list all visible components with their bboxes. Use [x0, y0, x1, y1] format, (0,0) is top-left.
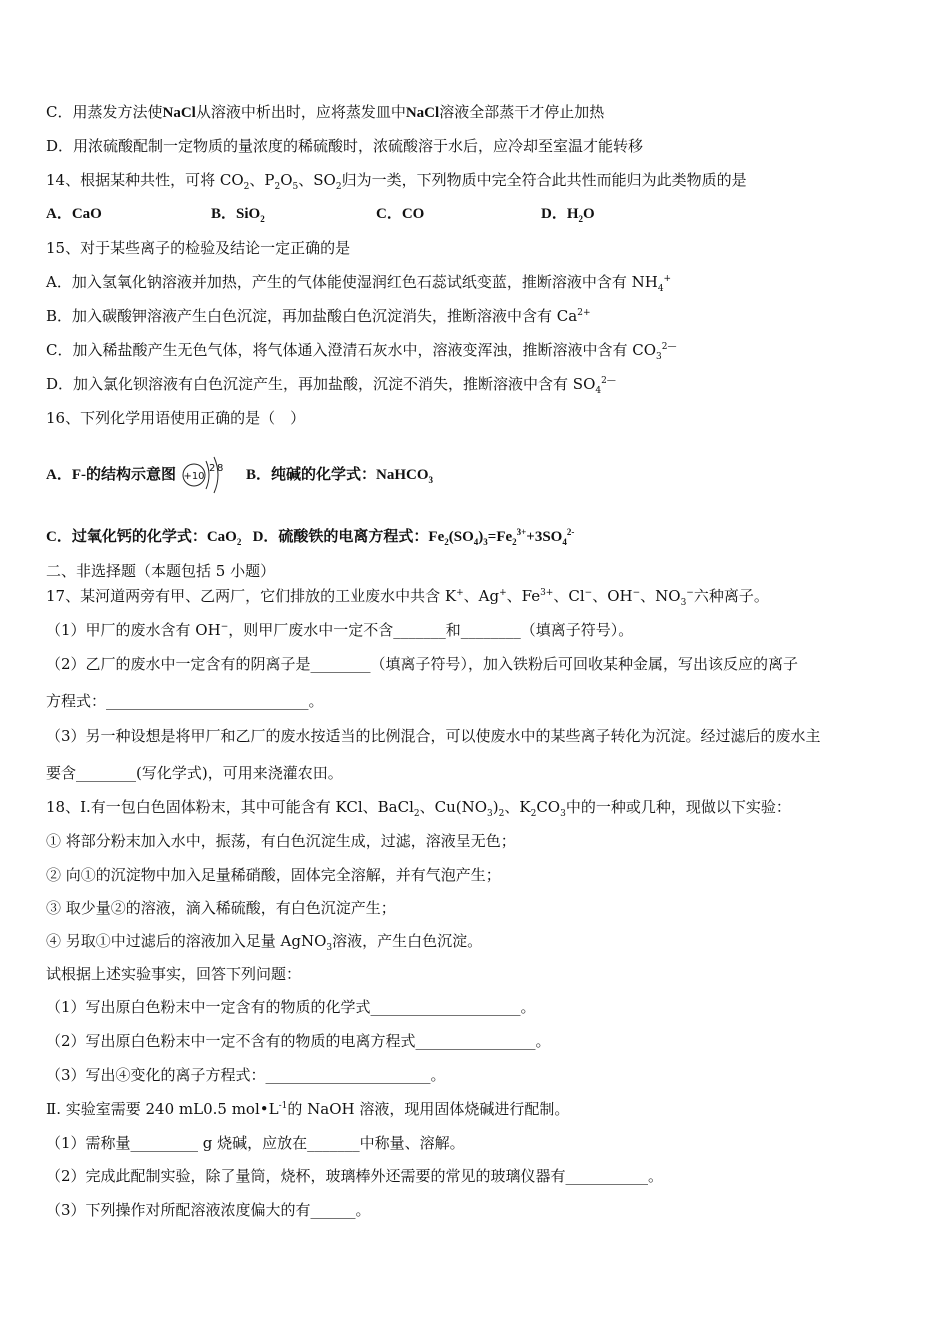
q17-part-2: （2）乙厂的废水中一定含有的阴离子是________（填离子符号），加入铁粉后可回收某种金属，写出该反应的离子	[46, 655, 799, 673]
q18-part-2-q2: （2）完成此配制实验，除了量筒，烧杯，玻璃棒外还需要的常见的玻璃仪器有___________。	[46, 1167, 664, 1185]
q17-part-2-cont: 方程式：___________________________。	[46, 692, 324, 710]
q13-option-c	[46, 102, 920, 123]
shell-2-electrons: 8	[217, 463, 224, 474]
q18-answer-2: （2）写出原白色粉末中一定不含有的物质的电离方程式________________。	[46, 1032, 551, 1050]
q15-option-c: C．加入稀盐酸产生无色气体，将气体通入澄清石灰水中，溶液变浑浊，推断溶液中含有 $CO_3^{2—}$	[46, 341, 677, 362]
q14-options	[46, 204, 920, 224]
q18-step-1: ① 将部分粉末加入水中，振荡，有白色沉淀生成，过滤，溶液呈无色；	[46, 832, 516, 850]
nucleus-label: +10	[183, 471, 205, 482]
shell-1-electrons: 2	[209, 463, 216, 474]
text: 从溶液中析出时，应将蒸发皿中	[195, 103, 406, 121]
q17-part-1: （1）甲厂的废水含有 OH−，则甲厂废水中一定不含_______和________（填离子符号）。	[46, 621, 634, 639]
q15-option-d: D．加入氯化钡溶液有白色沉淀产生，再加盐酸，沉淀不消失，推断溶液中含有 $SO_4^{2—}$	[46, 375, 616, 396]
text: 溶液全部蒸干才停止加热	[439, 103, 605, 121]
q18-step-3: ③ 取少量②的溶液，滴入稀硫酸，有白色沉淀产生；	[46, 899, 396, 917]
q16-option-c: C．过氧化钙的化学式：CaO$_2$	[46, 529, 242, 547]
atom-structure-diagram	[180, 453, 230, 497]
q18-step-4: ④ 另取①中过滤后的溶液加入足量 AgNO$_3$溶液，产生白色沉淀。	[46, 932, 483, 953]
formula: NaCl	[405, 105, 440, 121]
q18-part-2-q1: （1）需称量_________ g 烧碱，应放在_______中称量、溶解。	[46, 1134, 465, 1152]
q17-part-3: （3）另一种设想是将甲厂和乙厂的废水按适当的比例混合，可以使废水中的某些离子转化为沉淀。经过滤后的废水主	[46, 727, 821, 745]
q18-step-2: ② 向①的沉淀物中加入足量稀硝酸，固体完全溶解，并有气泡产生；	[46, 866, 501, 884]
q16-stem: 16、下列化学用语使用正确的是（ ）	[46, 409, 306, 427]
q16-option-b: B．纯碱的化学式：NaHCO$_3$	[246, 467, 434, 485]
formula: NaCl	[162, 105, 196, 121]
q18-part-2-q3: （3）下列操作对所配溶液浓度偏大的有______。	[46, 1201, 371, 1219]
q18-stem: 18、Ⅰ.有一包白色固体粉末，其中可能含有 KCl、BaCl$_2$、$Cu(NO_3)_2$、$K_2CO_3$中的一种或几种，现做以下实验：	[46, 798, 791, 819]
q15-stem: 15、对于某些离子的检验及结论一定正确的是	[46, 239, 351, 257]
q18-ask: 试根据上述实验事实，回答下列问题：	[46, 965, 302, 983]
q18-answer-3: （3）写出④变化的离子方程式：______________________。	[46, 1066, 446, 1084]
q14-option-d: D．$H_2O$	[541, 206, 595, 224]
q16-option-a: A．F-的结构示意图	[46, 467, 176, 483]
q13-option-d: D．用浓硫酸配制一定物质的量浓度的稀硫酸时，浓硫酸溶于水后，应冷却至室温才能转移	[46, 137, 644, 155]
q14-option-a: A．CaO	[46, 206, 102, 222]
q15-option-a: A．加入氢氧化钠溶液并加热，产生的气体能使湿润红色石蕊试纸变蓝，推断溶液中含有 $NH_4^+$	[46, 273, 672, 294]
q16-options-ab	[46, 452, 920, 496]
q14-option-b: B．SiO$_2$	[211, 206, 265, 224]
q15-option-b: B．加入碳酸钾溶液产生白色沉淀，再加盐酸白色沉淀消失，推断溶液中含有 $Ca^{2+}$	[46, 307, 591, 325]
q18-answer-1: （1）写出原白色粉末中一定含有的物质的化学式____________________。	[46, 998, 536, 1016]
section-heading: 二、非选择题（本题包括 5 小题）	[46, 562, 276, 580]
q14-option-c: C．CO	[376, 206, 425, 222]
q17-stem: 17、某河道两旁有甲、乙两厂，它们排放的工业废水中共含 K+、Ag+、$Fe^{3+}$、Cl−、OH−、$NO_3^-$六种离子。	[46, 587, 769, 608]
q16-option-d: D．硫酸铁的电离方程式：$Fe_2(SO_4)_3=Fe_2^{3+}+3SO_4^{2-}$	[252, 527, 575, 547]
q18-part-2-stem: Ⅱ. 实验室需要 240 mL0.5 $mol•L^{-1}$的 NaOH 溶液，现用固体烧碱进行配制。	[46, 1100, 570, 1118]
text: C．用蒸发方法使	[46, 103, 163, 121]
q17-part-3-cont: 要含________(写化学式)，可用来浇灌农田。	[46, 764, 343, 782]
q16-options-cd	[46, 527, 920, 547]
q14-stem: 14、根据某种共性，可将 $CO_2$、$P_2O_5$、$SO_2$归为一类，下列物质中完全符合此共性而能归为此类物质的是	[46, 171, 747, 192]
